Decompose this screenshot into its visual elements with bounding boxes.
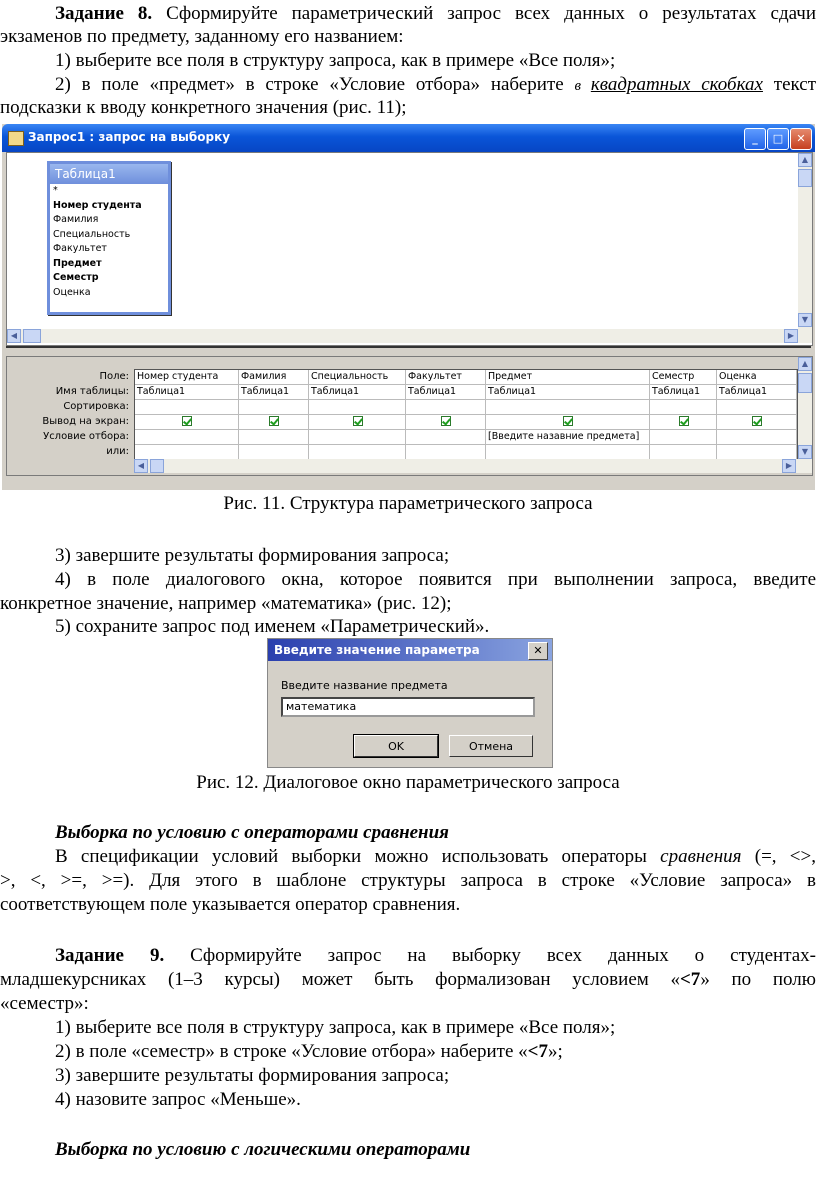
scroll-right-icon[interactable]: ▶ [784,329,798,343]
grid-field-cell[interactable]: Предмет [486,370,650,384]
figure-12-caption: Рис. 12. Диалоговое окно параметрического запроса [196,772,620,793]
scroll-up-icon[interactable]: ▲ [798,153,812,167]
grid-or-cell[interactable] [406,445,486,459]
grid-row [135,415,797,430]
field-list-item[interactable]: Специальность [53,228,131,240]
grid-table-cell[interactable]: Таблица1 [309,385,406,399]
grid-field-cell[interactable]: Фамилия [239,370,309,384]
grid-field-cell[interactable]: Оценка [717,370,797,384]
show-checkbox[interactable] [679,416,689,426]
step4-line2: конкретное значение, например «математика» (рис. 12); [0,593,452,614]
grid-row [135,385,797,400]
hscroll-thumb[interactable] [23,329,41,343]
grid-field-cell[interactable]: Семестр [650,370,717,384]
grid-scroll-left-icon[interactable]: ◀ [134,459,148,473]
dialog-prompt: Введите название предмета [281,679,448,692]
grid-sort-cell[interactable] [309,400,406,414]
close-button[interactable]: ✕ [790,128,812,150]
dialog-titlebar [268,639,552,661]
grid-scroll-thumb[interactable] [798,373,812,393]
ok-button[interactable]: OK [354,735,438,757]
show-checkbox[interactable] [441,416,451,426]
grid-show-cell[interactable] [406,415,486,429]
grid-table-cell[interactable]: Таблица1 [486,385,650,399]
section-heading-logical: Выборка по условию с логическими операторами [55,1139,471,1160]
task8-line2: экзаменов по предмету, заданному его названием: [0,26,404,47]
show-checkbox[interactable] [269,416,279,426]
task8-step2-line2: подсказки к вводу конкретного значения (рис. 11); [0,97,407,118]
grid-table-cell[interactable]: Таблица1 [135,385,239,399]
show-checkbox[interactable] [563,416,573,426]
scroll-thumb[interactable] [798,169,812,187]
field-list [50,184,168,300]
grid-row-label: Имя таблицы: [55,386,129,397]
task9-step1: 1) выберите все поля в структуру запроса, как в примере «Все поля»; [55,1017,616,1038]
task8-step1: 1) выберите все поля в структуру запроса, как в примере «Все поля»; [55,50,616,71]
grid-sort-cell[interactable] [406,400,486,414]
step5: 5) сохраните запрос под именем «Параметрический». [55,616,490,637]
grid-row-label: Вывод на экран: [42,416,129,427]
grid-sort-cell[interactable] [239,400,309,414]
upper-hscrollbar[interactable] [7,329,812,343]
design-grid-pane [6,356,813,476]
grid-field-cell[interactable]: Специальность [309,370,406,384]
figure-11-caption: Рис. 11. Структура параметрического запроса [223,493,593,514]
grid-row [135,430,797,445]
grid-field-cell[interactable]: Номер студента [135,370,239,384]
comparison-line3: соответствующем поле указывается оператор сравнения. [0,894,461,915]
query-icon [8,131,24,146]
task8-step2: 2) в поле «предмет» в строке «Условие отбора» наберите в квадратных скобках текст [55,74,816,95]
field-list-item[interactable]: Оценка [53,286,91,298]
grid-field-cell[interactable]: Факультет [406,370,486,384]
cancel-button[interactable]: Отмена [449,735,533,757]
maximize-button[interactable]: □ [767,128,789,150]
grid-or-cell[interactable] [309,445,406,459]
window-title: Запрос1 : запрос на выборку [28,130,231,144]
grid-or-cell[interactable] [239,445,309,459]
show-checkbox[interactable] [182,416,192,426]
grid-sort-cell[interactable] [650,400,717,414]
field-list-item[interactable]: Факультет [53,243,107,254]
show-checkbox[interactable] [353,416,363,426]
grid-scroll-down-icon[interactable]: ▼ [798,445,812,459]
grid-criteria-cell[interactable] [135,430,239,444]
grid-row [135,370,797,385]
grid-row-label: или: [106,446,129,457]
grid-criteria-cell[interactable] [239,430,309,444]
grid-show-cell[interactable] [717,415,797,429]
dialog-close-icon[interactable]: ✕ [528,642,548,660]
grid-hscroll-thumb[interactable] [150,459,164,473]
scroll-down-icon[interactable]: ▼ [798,313,812,327]
step3: 3) завершите результаты формирования запроса; [55,545,450,566]
grid-show-cell[interactable] [486,415,650,429]
lower-hscrollbar[interactable] [134,459,812,473]
grid-criteria-cell[interactable] [406,430,486,444]
grid-table-cell[interactable]: Таблица1 [239,385,309,399]
task8-line1: Задание 8. Сформируйте параметрический запрос всех данных о результатах сдачи [55,3,816,24]
grid-criteria-cell[interactable] [650,430,717,444]
section-heading-comparison: Выборка по условию с операторами сравнения [55,822,449,843]
field-list-item[interactable]: Семестр [53,272,99,283]
comparison-line1: В спецификации условий выборки можно использовать операторы сравнения (=, <>, [55,846,816,867]
grid-or-cell[interactable] [717,445,797,459]
table-pane [6,152,813,346]
field-list-item[interactable]: Фамилия [53,214,99,225]
field-list-item[interactable]: * [53,185,58,196]
table-name: Таблица1 [50,164,168,184]
field-list-item[interactable]: Номер студента [53,199,142,211]
task8-label: Задание 8. [55,3,153,24]
scroll-left-icon[interactable]: ◀ [7,329,21,343]
grid-row [135,445,797,460]
grid-table-cell[interactable]: Таблица1 [406,385,486,399]
window-titlebar [2,124,815,152]
task9-line2: младшекурсниках (1–3 курсы) может быть формализован условием «<7» по полю [0,969,816,990]
grid-table-cell[interactable]: Таблица1 [650,385,717,399]
grid-or-cell[interactable] [650,445,717,459]
grid-table-cell[interactable]: Таблица1 [717,385,797,399]
task9-step2: 2) в поле «семестр» в строке «Условие отбора» наберите «<7»; [55,1041,563,1062]
task9-line3: «семестр»: [0,993,89,1014]
grid-criteria-cell[interactable] [717,430,797,444]
grid-row-label: Сортировка: [63,401,129,412]
grid-row [135,400,797,415]
grid-row-label: Поле: [99,371,129,382]
task9-label: Задание 9. [55,945,165,966]
task9-step4: 4) назовите запрос «Меньше». [55,1089,301,1110]
grid-sort-cell[interactable] [717,400,797,414]
design-grid[interactable] [134,369,798,461]
query-window [2,124,815,490]
grid-show-cell[interactable] [650,415,717,429]
lower-vscrollbar[interactable] [798,357,812,459]
dialog-title: Введите значение параметра [274,643,480,657]
parameter-input[interactable]: математика [281,697,535,717]
task9-step3: 3) завершите результаты формирования запроса; [55,1065,450,1086]
grid-sort-cell[interactable] [135,400,239,414]
grid-show-cell[interactable] [309,415,406,429]
grid-scroll-right-icon[interactable]: ▶ [782,459,796,473]
grid-or-cell[interactable] [486,445,650,459]
grid-sort-cell[interactable] [486,400,650,414]
grid-show-cell[interactable] [135,415,239,429]
comparison-line2: >, <, >=, >=). Для этого в шаблоне структуры запроса в строке «Условие запроса» в [0,870,816,891]
field-list-item[interactable]: Предмет [53,257,102,269]
step4: 4) в поле диалогового окна, которое появится при выполнении запроса, введите [55,569,816,590]
grid-or-cell[interactable] [135,445,239,459]
grid-criteria-cell[interactable]: [Введите назавние предмета] [486,430,650,444]
grid-row-label: Условие отбора: [43,431,129,442]
task9-line1: Задание 9. Сформируйте запрос на выборку всех данных о студентах- [55,945,816,966]
minimize-button[interactable]: _ [744,128,766,150]
show-checkbox[interactable] [752,416,762,426]
grid-show-cell[interactable] [239,415,309,429]
upper-vscrollbar[interactable] [798,153,812,329]
grid-criteria-cell[interactable] [309,430,406,444]
grid-scroll-up-icon[interactable]: ▲ [798,357,812,371]
table-fieldlist[interactable] [47,161,171,315]
parameter-dialog [267,638,553,768]
